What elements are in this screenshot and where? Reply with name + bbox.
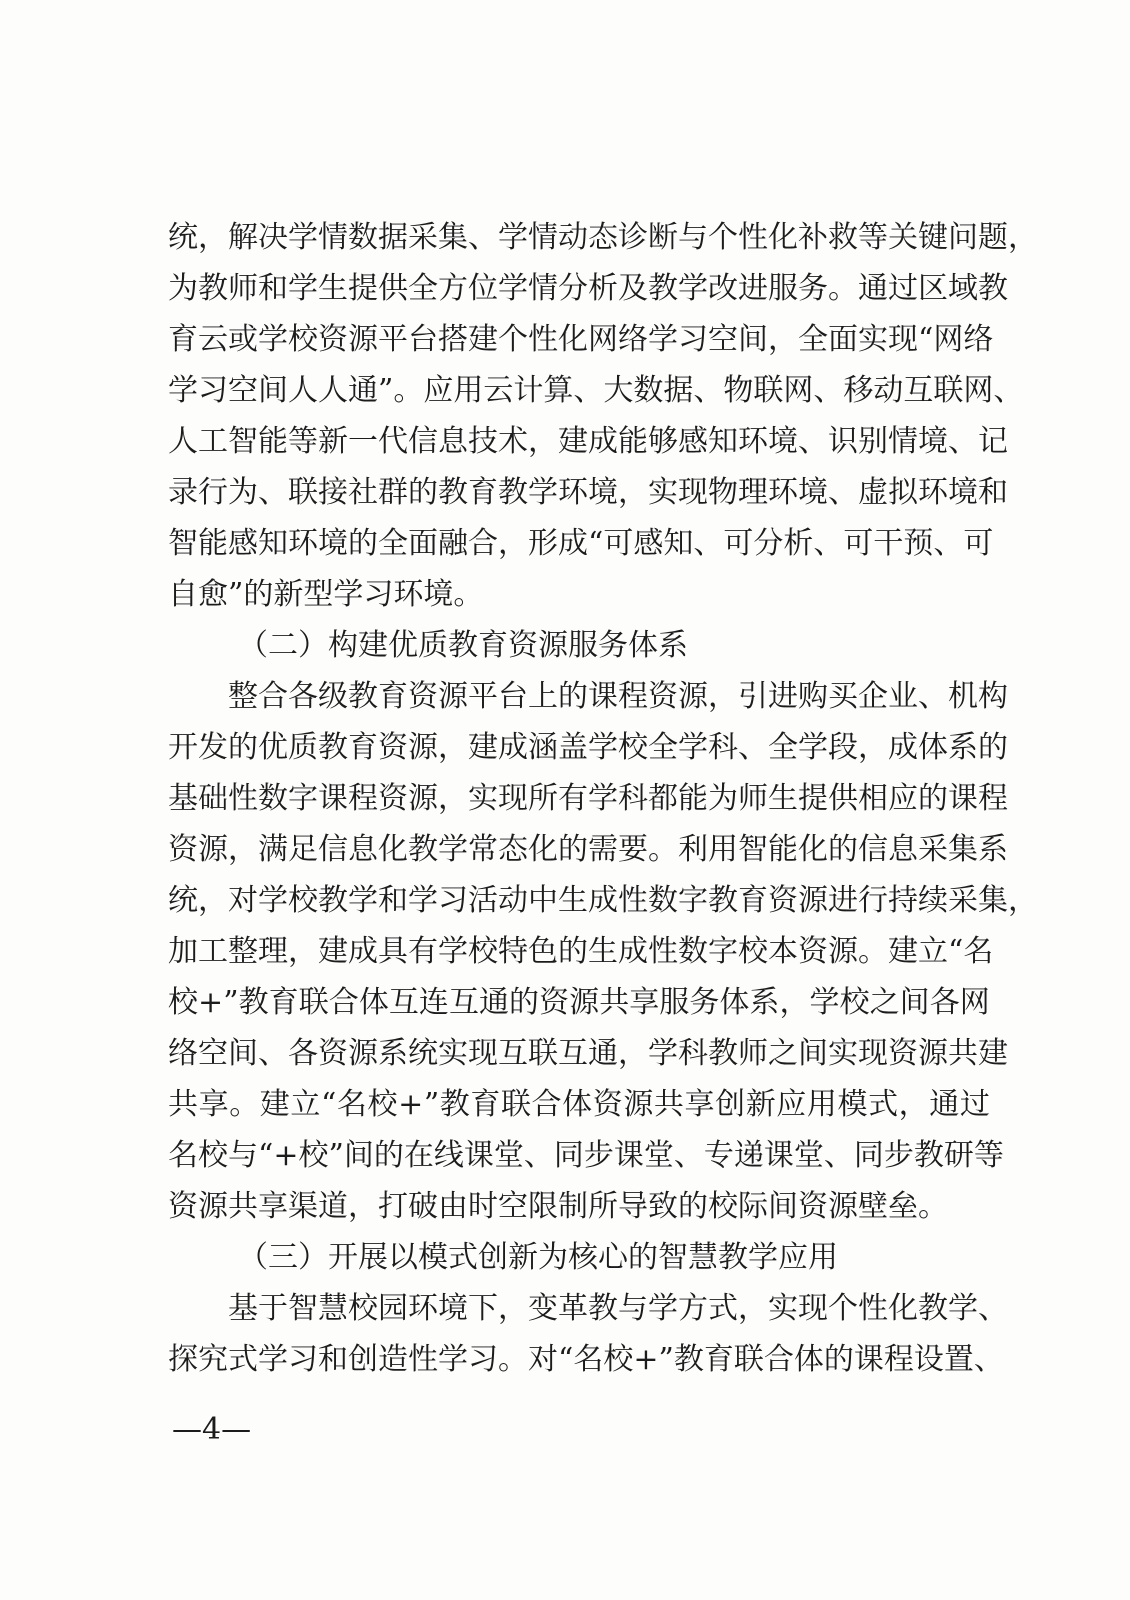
- text-line: 基 于 智 慧 校 园 环 境 下 ， 变 革 教 与 学 方 式 ， 实 现 个 性 化 教 学 、: [228, 1291, 1008, 1326]
- text-line: 加 工 整 理 ， 建 成 具 有 学 校 特 色 的 生 成 性 数 字 校 本 资 源 。 建 立 “ 名: [168, 934, 994, 969]
- text-line: 资源共享渠道，打破由时空限制所导致的校际间资源壁垒。: [168, 1189, 948, 1224]
- text-line: 整 合 各 级 教 育 资 源 平 台 上 的 课 程 资 源 ， 引 进 购 买 企 业 、 机 构: [228, 679, 1008, 714]
- text-line: 资 源 ， 满 足 信 息 化 教 学 常 态 化 的 需 要 。 利 用 智 能 化 的 信 息 采 集 系: [168, 832, 1008, 867]
- text-line: 络 空 间 、 各 资 源 系 统 实 现 互 联 互 通 ， 学 科 教 师 之 间 实 现 资 源 共 建: [168, 1036, 1008, 1071]
- text-line: 智 能 感 知 环 境 的 全 面 融 合 ， 形 成 “ 可 感 知 、 可 分 析 、 可 干 预 、 可: [168, 526, 994, 561]
- text-line: 开 发 的 优 质 教 育 资 源 ， 建 成 涵 盖 学 校 全 学 科 、 全 学 段 ， 成 体 系 的: [168, 730, 1008, 765]
- text-line: 人 工 智 能 等 新 一 代 信 息 技 术 ， 建 成 能 够 感 知 环 境 、 识 别 情 境 、 记: [168, 424, 1008, 459]
- page-number: —4—: [172, 1412, 252, 1447]
- text-line: 录 行 为 、 联 接 社 群 的 教 育 教 学 环 境 ， 实 现 物 理 环 境 、 虚 拟 环 境 和: [168, 475, 1008, 510]
- text-line: 探 究 式 学 习 和 创 造 性 学 习 。 对 “ 名 校 + ” 教 育 联 合 体 的 课 程 设 置 、: [168, 1342, 1004, 1377]
- text-line: 为 教 师 和 学 生 提 供 全 方 位 学 情 分 析 及 教 学 改 进 服 务 。 通 过 区 域 教: [168, 271, 1008, 306]
- section-heading: （二）构建优质教育资源服务体系: [238, 628, 688, 663]
- text-line: 共 享 。 建 立 “ 名 校 + ” 教 育 联 合 体 资 源 共 享 创 新 应 用 模 式 ， 通 过: [168, 1087, 990, 1122]
- section-heading: （三）开展以模式创新为核心的智慧教学应用: [238, 1240, 838, 1275]
- text-line: 学 习 空 间 人 人 通 ” 。 应 用 云 计 算 、 大 数 据 、 物 联 网 、 移 动 互 联 网 、: [168, 373, 1024, 408]
- text-line: 基 础 性 数 字 课 程 资 源 ， 实 现 所 有 学 科 都 能 为 师 生 提 供 相 应 的 课 程: [168, 781, 1008, 816]
- text-line: 育 云 或 学 校 资 源 平 台 搭 建 个 性 化 网 络 学 习 空 间 ， 全 面 实 现 “ 网 络: [168, 322, 994, 357]
- text-line: 校 + ” 教 育 联 合 体 互 连 互 通 的 资 源 共 享 服 务 体 系 ， 学 校 之 间 各 网: [168, 985, 990, 1020]
- text-line: 自愈”的新型学习环境。: [168, 577, 484, 612]
- text-line: 统 ， 解 决 学 情 数 据 采 集 、 学 情 动 态 诊 断 与 个 性 化 补 救 等 关 键 问 题 ，: [168, 220, 1038, 255]
- text-line: 名 校 与 “ + 校 ” 间 的 在 线 课 堂 、 同 步 课 堂 、 专 递 课 堂 、 同 步 教 研 等: [168, 1138, 1004, 1173]
- text-line: 统 ， 对 学 校 教 学 和 学 习 活 动 中 生 成 性 数 字 教 育 资 源 进 行 持 续 采 集 ，: [168, 883, 1038, 918]
- body-text: [168, 212, 1038, 1385]
